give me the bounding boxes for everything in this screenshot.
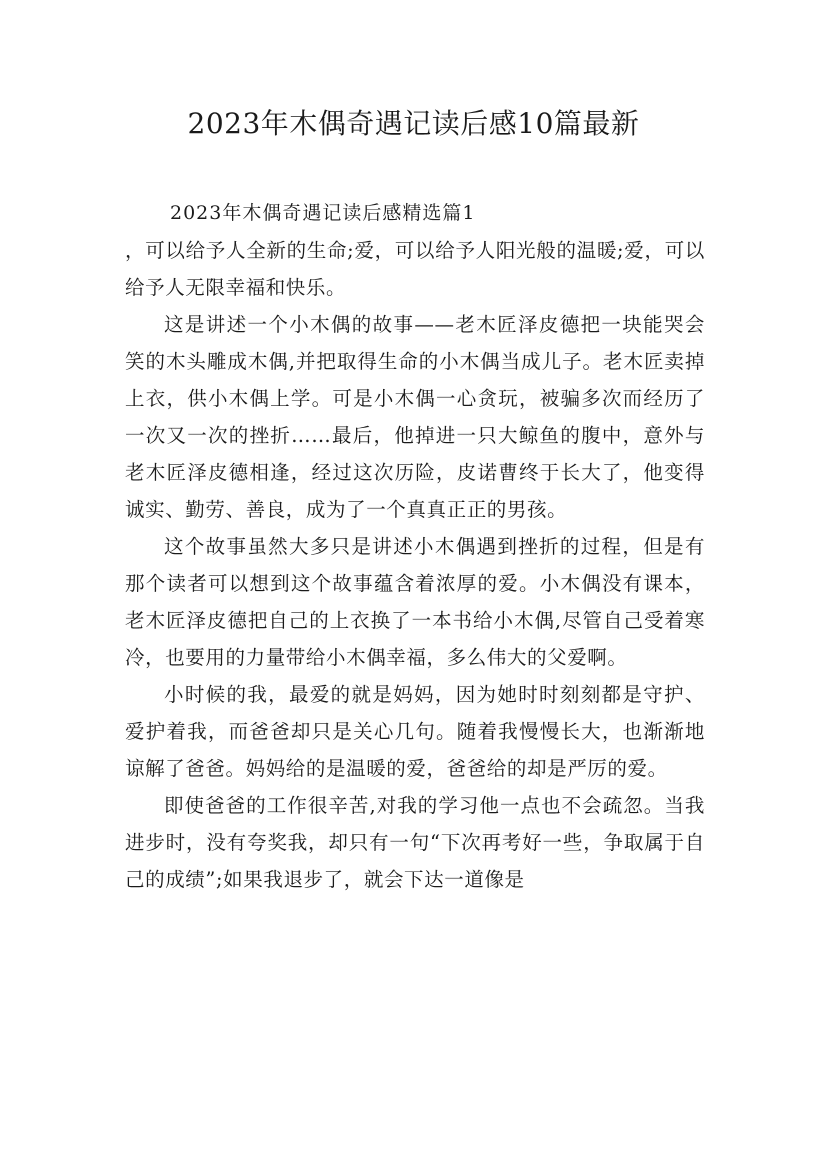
paragraph-2: 这是讲述一个小木偶的故事——老木匠泽皮德把一块能哭会笑的木头雕成木偶,并把取得生命的小木偶当成儿子。老木匠卖掉上衣，供小木偶上学。可是小木偶一心贪玩，被骗多次而经历了一次又一次的挫折……最后，他掉进一只大鲸鱼的腹中，意外与老木匠泽皮德相逢，经过这次历险，皮诺曹终于长大了，他变得诚实、勤劳、善良，成为了一个真真正正的男孩。 (125, 313, 705, 521)
paragraph-5: 即使爸爸的工作很辛苦,对我的学习他一点也不会疏忽。当我进步时，没有夸奖我，却只有一句“下次再考好一些，争取属于自己的成绩”;如果我退步了，就会下达一道像是 (125, 794, 705, 891)
document-body (125, 232, 705, 898)
paragraph-3: 这个故事虽然大多只是讲述小木偶遇到挫折的过程，但是有那个读者可以想到这个故事蕴含着浓厚的爱。小木偶没有课本，老木匠泽皮德把自己的上衣换了一本书给小木偶,尽管自己受着寒冷，也要用的力量带给小木偶幸福，多么伟大的父爱啊。 (125, 535, 705, 669)
section-heading: 2023年木偶奇遇记读后感精选篇1 (170, 202, 476, 224)
paragraph-1: ，可以给予人全新的生命;爱，可以给予人阳光般的温暖;爱，可以给予人无限幸福和快乐。 (125, 239, 705, 299)
document-title: 2023年木偶奇遇记读后感10篇最新 (187, 107, 640, 140)
paragraph-4: 小时候的我，最爱的就是妈妈，因为她时时刻刻都是守护、爱护着我，而爸爸却只是关心几句。随着我慢慢长大，也渐渐地谅解了爸爸。妈妈给的是温暖的爱，爸爸给的却是严厉的爱。 (125, 683, 705, 780)
